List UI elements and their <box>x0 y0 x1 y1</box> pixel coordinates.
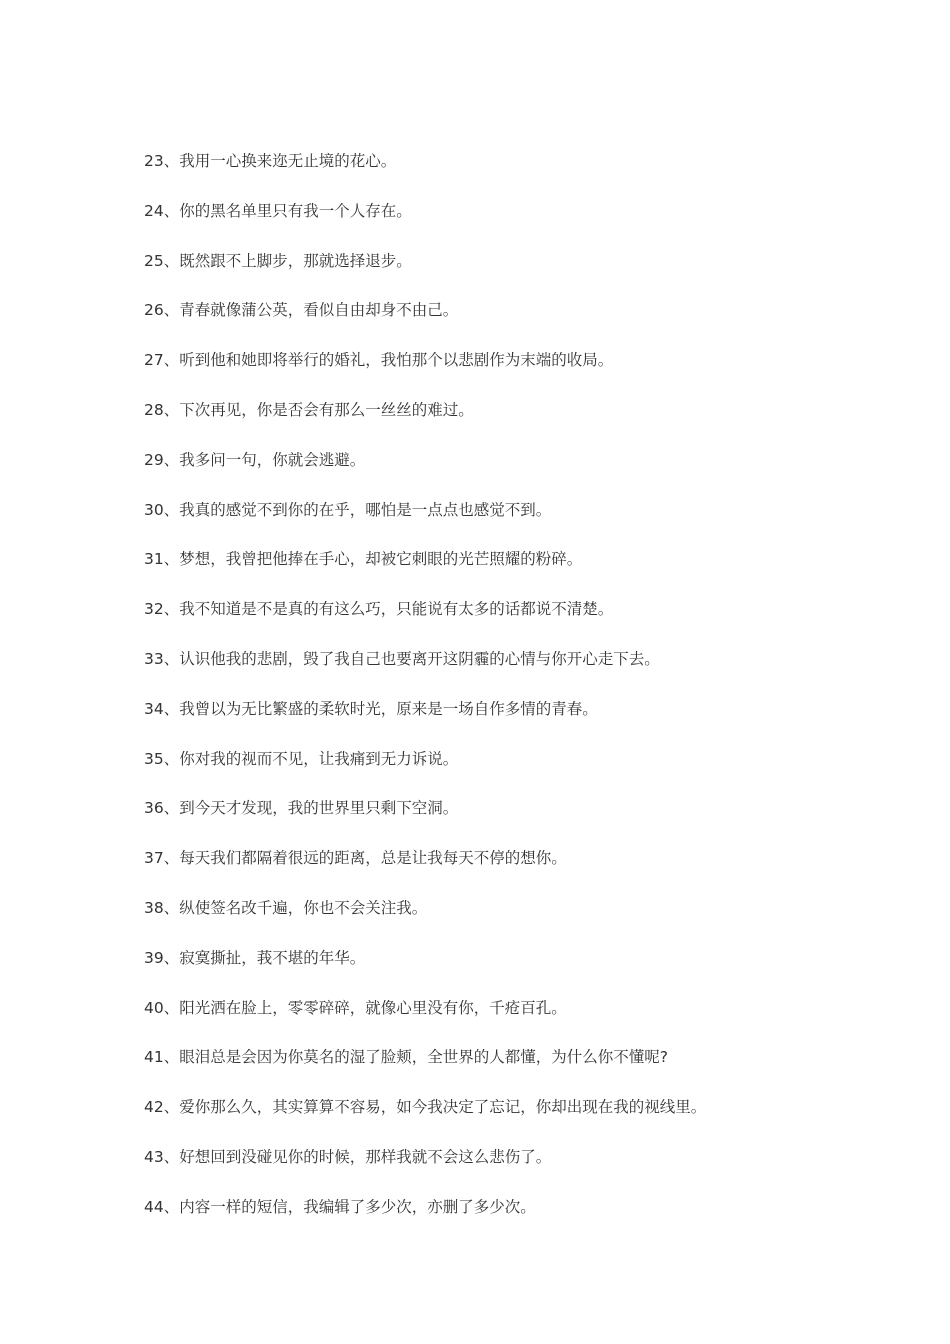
list-item: 31、梦想，我曾把他捧在手心，却被它刺眼的光芒照耀的粉碎。 <box>144 550 583 569</box>
quote-list <box>144 149 904 1245</box>
list-item: 43、好想回到没碰见你的时候，那样我就不会这么悲伤了。 <box>144 1147 552 1166</box>
list-item: 25、既然跟不上脚步，那就选择退步。 <box>144 251 412 270</box>
list-item: 30、我真的感觉不到你的在乎，哪怕是一点点也感觉不到。 <box>144 500 552 519</box>
list-item: 36、到今天才发现，我的世界里只剩下空洞。 <box>144 799 459 818</box>
list-item: 35、你对我的视而不见，让我痛到无力诉说。 <box>144 749 459 768</box>
list-item: 24、你的黑名单里只有我一个人存在。 <box>144 201 412 220</box>
list-item: 41、眼泪总是会因为你莫名的湿了脸颊，全世界的人都懂，为什么你不懂呢? <box>144 1048 668 1067</box>
list-item: 38、纵使签名改千遍，你也不会关注我。 <box>144 898 428 917</box>
list-item: 27、听到他和她即将举行的婚礼，我怕那个以悲剧作为末端的收局。 <box>144 351 614 370</box>
list-item: 29、我多问一句，你就会逃避。 <box>144 450 366 469</box>
list-item: 39、寂寞撕扯，莪不堪的年华。 <box>144 948 366 967</box>
list-item: 44、内容一样的短信，我编辑了多少次，亦删了多少次。 <box>144 1197 536 1216</box>
list-item: 37、每天我们都隔着很远的距离，总是让我每天不停的想你。 <box>144 849 567 868</box>
list-item: 23、我用一心换来迩无止境的花心。 <box>144 152 397 170</box>
list-item: 34、我曾以为无比繁盛的柔软时光，原来是一场自作多情的青春。 <box>144 699 598 718</box>
list-item: 28、下次再见，你是否会有那么一丝丝的难过。 <box>144 400 474 419</box>
list-item: 26、青春就像蒲公英，看似自由却身不由己。 <box>144 301 459 320</box>
list-item: 32、我不知道是不是真的有这么巧，只能说有太多的话都说不清楚。 <box>144 600 614 619</box>
list-item: 42、爱你那么久，其实算算不容易，如今我决定了忘记，你却出现在我的视线里。 <box>144 1098 707 1117</box>
list-item: 40、阳光洒在脸上，零零碎碎，就像心里没有你，千疮百孔。 <box>144 998 567 1017</box>
list-item: 33、认识他我的悲剧，毁了我自己也要离开这阴霾的心情与你开心走下去。 <box>144 649 660 668</box>
